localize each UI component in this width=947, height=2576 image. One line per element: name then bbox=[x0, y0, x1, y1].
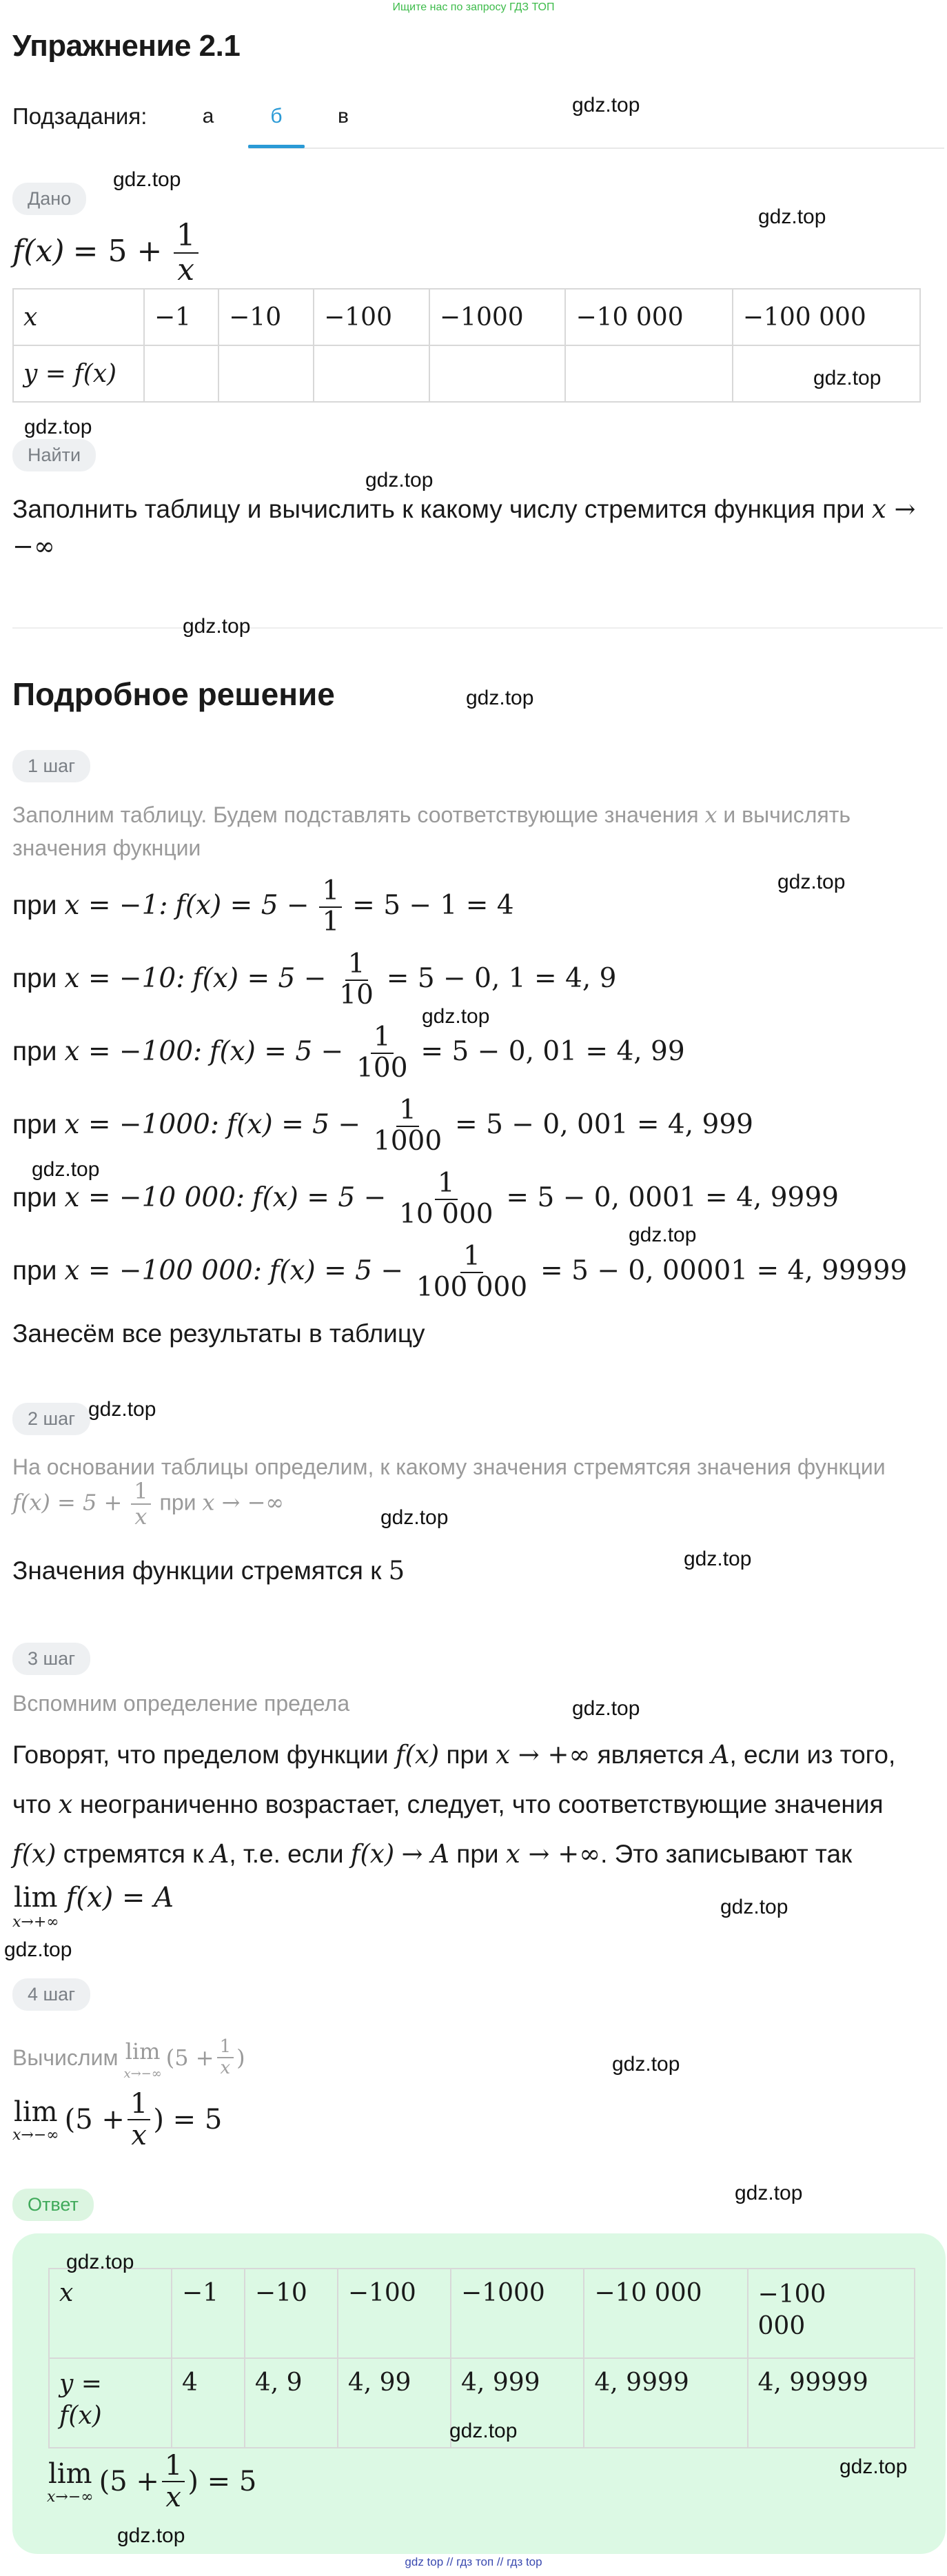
calc-den: 1 bbox=[322, 906, 340, 937]
lim-word: lim bbox=[48, 2458, 92, 2490]
watermark: gdz.top bbox=[612, 2053, 680, 2076]
watermark: gdz.top bbox=[66, 2251, 134, 2273]
table-cell: −10 bbox=[245, 2269, 338, 2358]
watermark: gdz.top bbox=[684, 1548, 752, 1570]
watermark: gdz.top bbox=[117, 2524, 185, 2547]
frac-num: 1 bbox=[128, 2089, 150, 2120]
table-row bbox=[49, 2269, 915, 2358]
step-4-result-b: ) = 5 bbox=[153, 2104, 223, 2136]
cell-line: y = bbox=[59, 2370, 102, 2398]
step-1-intro-var: x bbox=[704, 802, 717, 828]
watermark: gdz.top bbox=[466, 687, 534, 709]
frac-num: 1 bbox=[131, 1479, 150, 1505]
tab-b[interactable]: б bbox=[270, 105, 283, 128]
calc-prefix: при bbox=[12, 964, 57, 994]
calc-expr: f(x) = 5 − bbox=[252, 1182, 387, 1214]
calc-den: 1000 bbox=[373, 1125, 442, 1157]
table-cell: 4, 9 bbox=[245, 2358, 338, 2448]
calc-den: 100 000 bbox=[416, 1271, 528, 1303]
page-title: Упражнение 2.1 bbox=[12, 29, 241, 63]
table-row bbox=[13, 345, 920, 402]
table-cell: 4, 99999 bbox=[748, 2358, 915, 2448]
watermark: gdz.top bbox=[113, 168, 181, 191]
lim-sub: x→−∞ bbox=[47, 2488, 94, 2506]
lim-sub: x→−∞ bbox=[123, 2067, 162, 2081]
step-4-intro-text: Вычислим bbox=[12, 2045, 119, 2070]
step-3-limit bbox=[12, 1882, 174, 1931]
calc-rest: = 5 − 0, 1 = 4, 9 bbox=[386, 963, 617, 995]
watermark: gdz.top bbox=[365, 469, 434, 491]
cell-line: f(x) bbox=[59, 2402, 102, 2430]
table-cell: −1000 bbox=[451, 2269, 584, 2358]
table-cell: −1000 bbox=[429, 289, 566, 345]
table-cell bbox=[314, 345, 429, 402]
def-text: что bbox=[12, 1790, 52, 1818]
calc-prefix: при bbox=[12, 1110, 57, 1140]
table-cell: 4, 99 bbox=[338, 2358, 451, 2448]
def-text: неограниченно возрастает, следует, что соответствующие значения bbox=[79, 1790, 884, 1818]
def-math: f(x) bbox=[350, 1839, 395, 1869]
def-math: x → +∞ bbox=[496, 1740, 591, 1769]
lim-sub: x→+∞ bbox=[12, 1914, 59, 1931]
calc-num: 1 bbox=[371, 1023, 394, 1054]
table-cell bbox=[218, 345, 314, 402]
step-2-formula-post: x → −∞ bbox=[202, 1489, 285, 1516]
table-cell: −100 000 bbox=[733, 289, 920, 345]
calc-line-4 bbox=[12, 1096, 753, 1157]
find-math-2: −∞ bbox=[12, 531, 55, 561]
watermark: gdz.top bbox=[380, 1506, 449, 1529]
table-cell: 4, 999 bbox=[451, 2358, 584, 2448]
table-cell: 4 bbox=[172, 2358, 245, 2448]
table-cell: −10 000 bbox=[584, 2269, 747, 2358]
watermark: gdz.top bbox=[572, 1697, 640, 1720]
step-2-formula-pre: f(x) = 5 + bbox=[12, 1489, 123, 1516]
answer-badge: Ответ bbox=[12, 2189, 94, 2221]
table-cell: −10 bbox=[218, 289, 314, 345]
formula-num: 1 bbox=[174, 219, 198, 254]
calc-line-3 bbox=[12, 1023, 685, 1084]
calc-x: x = −10 000: bbox=[64, 1182, 245, 1214]
calc-x: x = −100: bbox=[64, 1036, 203, 1068]
calc-line-6 bbox=[12, 1242, 907, 1303]
answer-lim-a: (5 + bbox=[99, 2466, 159, 2497]
cell-line: −100 bbox=[757, 2280, 826, 2309]
lim-word: lim bbox=[125, 2038, 161, 2065]
calc-prefix: при bbox=[12, 891, 57, 921]
calc-x: x = −1: bbox=[64, 890, 168, 922]
watermark: gdz.top bbox=[629, 1224, 697, 1246]
calc-den: 100 bbox=[356, 1052, 408, 1084]
calc-rest: = 5 − 1 = 4 bbox=[352, 890, 514, 922]
watermark: gdz.top bbox=[4, 1938, 72, 1961]
lim-word: lim bbox=[14, 1882, 58, 1914]
def-text: при bbox=[456, 1840, 499, 1868]
watermark: gdz.top bbox=[758, 205, 826, 228]
watermark: gdz.top bbox=[839, 2455, 908, 2478]
frac-num: 1 bbox=[162, 2451, 185, 2482]
watermark: gdz.top bbox=[24, 416, 92, 438]
step-2-formula bbox=[12, 1479, 284, 1529]
table-cell: −100 bbox=[314, 289, 429, 345]
top-search-hint[interactable]: Ищите нас по запросу ГДЗ ТОП bbox=[392, 1, 555, 13]
calc-expr: f(x) = 5 − bbox=[269, 1255, 404, 1287]
step-4-intro-expr: (5 + bbox=[165, 2045, 214, 2071]
step-2-formula-mid: при bbox=[159, 1490, 196, 1515]
formula-lhs: f(x) bbox=[12, 234, 65, 270]
lim-sub: x→−∞ bbox=[12, 2127, 59, 2144]
table-note: Занесём все результаты в таблицу bbox=[12, 1319, 425, 1348]
def-text: . Это записывают так bbox=[600, 1840, 853, 1868]
section-divider bbox=[12, 627, 943, 629]
watermark: gdz.top bbox=[720, 1896, 788, 1918]
calc-num: 1 bbox=[396, 1096, 419, 1127]
calc-prefix: при bbox=[12, 1183, 57, 1213]
lim-expr: f(x) = A bbox=[65, 1882, 174, 1914]
calc-rest: = 5 − 0, 0001 = 4, 9999 bbox=[506, 1182, 839, 1214]
calc-expr: f(x) = 5 − bbox=[226, 1109, 361, 1141]
calc-x: x = −10: bbox=[64, 963, 185, 995]
table-cell bbox=[748, 2269, 915, 2358]
given-badge: Дано bbox=[12, 183, 86, 215]
calc-prefix: при bbox=[12, 1256, 57, 1286]
calc-expr: f(x) = 5 − bbox=[192, 963, 327, 995]
watermark: gdz.top bbox=[572, 94, 640, 116]
def-text: стремятся к bbox=[63, 1840, 204, 1868]
find-math: x → bbox=[871, 494, 916, 524]
table-cell: −1 bbox=[172, 2269, 245, 2358]
step-2-result bbox=[12, 1552, 405, 1590]
find-text-body: Заполнить таблицу и вычислить к какому числу стремится функция при bbox=[12, 495, 865, 523]
frac-den: x bbox=[134, 1503, 147, 1530]
calc-prefix: при bbox=[12, 1037, 57, 1067]
find-text bbox=[12, 491, 936, 565]
frac-den: x bbox=[131, 2120, 147, 2151]
watermark: gdz.top bbox=[88, 1398, 156, 1421]
table-cell bbox=[565, 345, 732, 402]
calc-num: 1 bbox=[319, 877, 342, 908]
watermark: gdz.top bbox=[813, 367, 882, 389]
step-4-result bbox=[12, 2089, 222, 2151]
def-text: при bbox=[446, 1741, 489, 1769]
def-text: , т.е. если bbox=[229, 1840, 344, 1868]
frac-den: x bbox=[165, 2482, 181, 2513]
step-3-intro: Вспомним определение предела bbox=[12, 1691, 350, 1716]
table-cell: −1 bbox=[144, 289, 218, 345]
lim-word: lim bbox=[14, 2096, 58, 2128]
calc-line-5 bbox=[12, 1169, 839, 1230]
given-formula bbox=[12, 219, 201, 287]
def-math: x → +∞ bbox=[505, 1839, 601, 1869]
def-text: является bbox=[597, 1741, 704, 1769]
step-1-intro-b: и вычислять bbox=[723, 802, 851, 827]
given-table bbox=[12, 288, 921, 403]
def-math: f(x) bbox=[395, 1740, 440, 1769]
table-cell: x bbox=[13, 289, 144, 345]
cell-line: 000 bbox=[757, 2312, 806, 2340]
table-cell: y = f(x) bbox=[13, 345, 144, 402]
def-math: → A bbox=[401, 1839, 449, 1869]
table-cell: 4, 9999 bbox=[584, 2358, 747, 2448]
watermark: gdz.top bbox=[735, 2182, 803, 2204]
table-cell: −10 000 bbox=[565, 289, 732, 345]
watermark: gdz.top bbox=[422, 1005, 490, 1028]
calc-line-2 bbox=[12, 950, 616, 1011]
step-4-intro bbox=[12, 2035, 245, 2080]
table-cell bbox=[429, 345, 566, 402]
step-3-badge: 3 шаг bbox=[12, 1643, 90, 1675]
calc-den: 10 000 bbox=[399, 1198, 493, 1230]
def-math: x bbox=[58, 1789, 73, 1819]
footer-links[interactable]: gdz top // гдз топ // гдз top bbox=[405, 2555, 542, 2568]
step-3-definition bbox=[12, 1730, 943, 1879]
calc-expr: f(x) = 5 − bbox=[210, 1036, 344, 1068]
def-text: , если из того, bbox=[729, 1741, 896, 1769]
calc-den: 10 bbox=[339, 979, 374, 1011]
tab-a[interactable]: а bbox=[202, 105, 214, 128]
frac-num: 1 bbox=[217, 2037, 234, 2058]
watermark: gdz.top bbox=[183, 615, 251, 638]
answer-limit bbox=[47, 2451, 256, 2513]
calc-line-1 bbox=[12, 877, 514, 937]
tabs-divider bbox=[248, 148, 944, 149]
calc-num: 1 bbox=[460, 1242, 483, 1273]
formula-eq: = 5 + bbox=[72, 234, 163, 270]
step-1-intro-c: значения фукнции bbox=[12, 835, 201, 860]
step-2-badge: 2 шаг bbox=[12, 1403, 90, 1435]
def-math: f(x) bbox=[12, 1839, 57, 1869]
step-2-result-text: Значения функции стремятся к bbox=[12, 1556, 382, 1585]
step-1-badge: 1 шаг bbox=[12, 750, 90, 782]
table-cell: x bbox=[49, 2269, 172, 2358]
step-2-intro: На основании таблицы определим, к какому значения стремятсяя значения функции bbox=[12, 1454, 886, 1479]
watermark: gdz.top bbox=[777, 871, 846, 893]
table-cell: −100 bbox=[338, 2269, 451, 2358]
step-4-badge: 4 шаг bbox=[12, 1978, 90, 2011]
step-2-result-value: 5 bbox=[388, 1556, 405, 1585]
calc-num: 1 bbox=[345, 950, 368, 981]
calc-num: 1 bbox=[435, 1169, 458, 1200]
active-tab-indicator bbox=[248, 145, 305, 148]
calc-rest: = 5 − 0, 001 = 4, 999 bbox=[455, 1109, 753, 1141]
calc-rest: = 5 − 0, 00001 = 4, 99999 bbox=[540, 1255, 908, 1287]
calc-x: x = −1000: bbox=[64, 1109, 219, 1141]
watermark: gdz.top bbox=[32, 1158, 100, 1181]
frac-den: x bbox=[220, 2058, 231, 2078]
table-row bbox=[13, 289, 920, 345]
step-1-intro bbox=[12, 798, 936, 864]
def-math: A bbox=[210, 1839, 230, 1869]
table-cell bbox=[49, 2358, 172, 2448]
def-math: A bbox=[711, 1740, 730, 1769]
calc-x: x = −100 000: bbox=[64, 1255, 262, 1287]
tab-v[interactable]: в bbox=[338, 105, 349, 128]
answer-lim-b: ) = 5 bbox=[187, 2466, 257, 2497]
watermark: gdz.top bbox=[449, 2420, 518, 2442]
formula-den: x bbox=[177, 252, 195, 288]
calc-rest: = 5 − 0, 01 = 4, 99 bbox=[420, 1036, 685, 1068]
step-4-result-a: (5 + bbox=[64, 2104, 125, 2136]
find-badge: Найти bbox=[12, 439, 96, 471]
table-cell bbox=[144, 345, 218, 402]
subtasks-label: Подзадания: bbox=[12, 103, 147, 129]
def-text: Говорят, что пределом функции bbox=[12, 1741, 389, 1769]
step-1-intro-a: Заполним таблицу. Будем подставлять соответствующие значения bbox=[12, 802, 699, 827]
calc-expr: f(x) = 5 − bbox=[175, 890, 309, 922]
step-4-intro-expr-b: ) bbox=[236, 2045, 245, 2071]
solution-title: Подробное решение bbox=[12, 676, 335, 712]
